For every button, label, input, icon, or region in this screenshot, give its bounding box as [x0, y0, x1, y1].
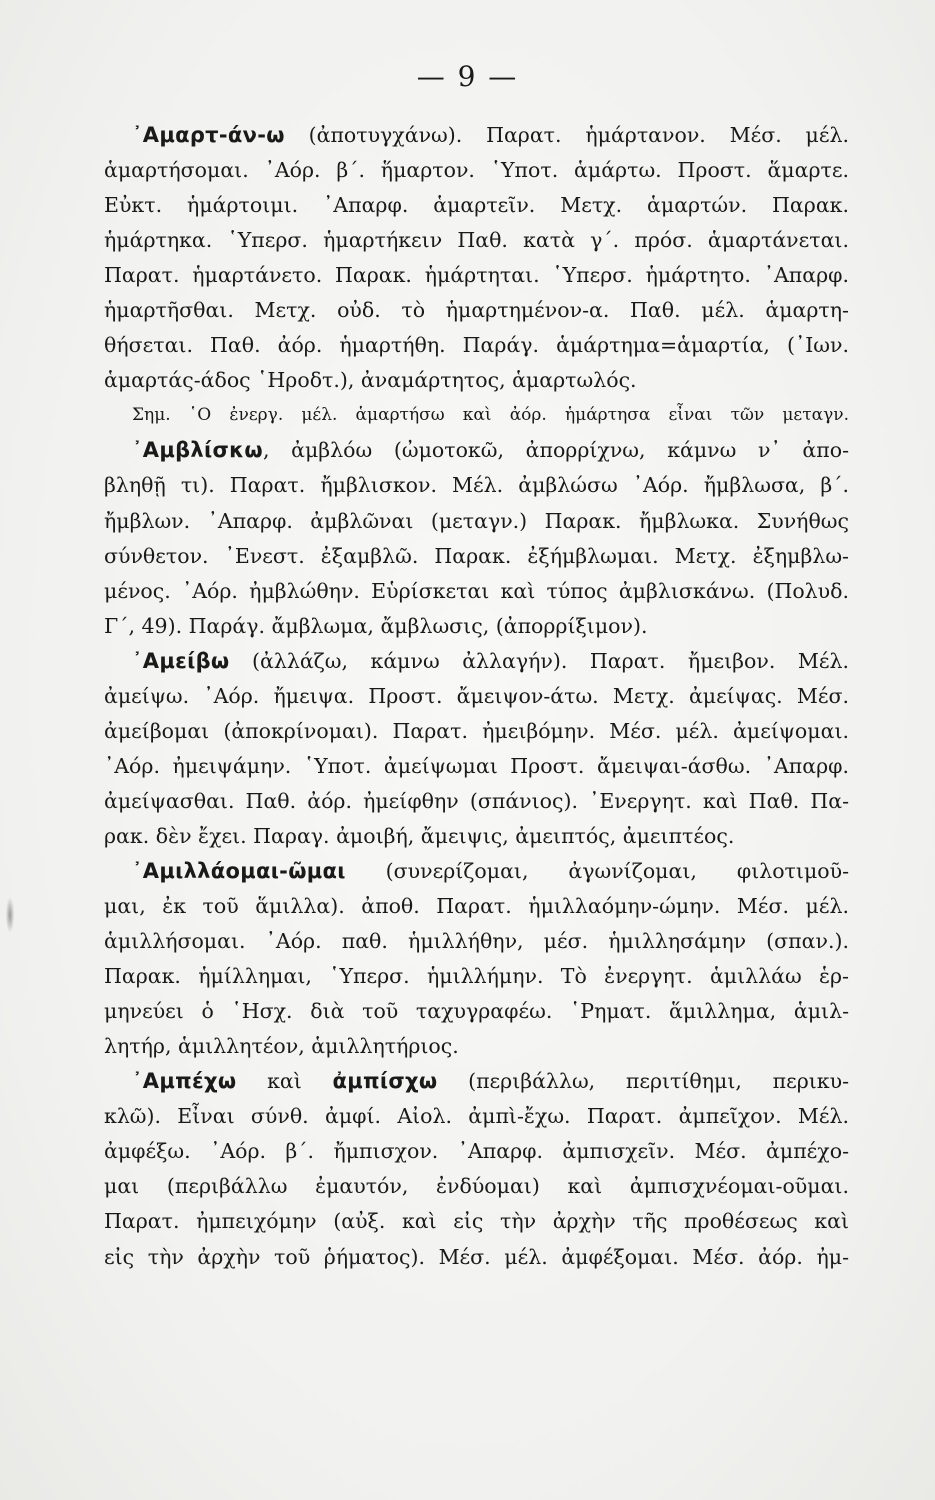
page-number: — 9 —	[416, 60, 519, 93]
lexicon-entry	[104, 433, 849, 643]
text-line: ᾿Αμιλλάομαι-ῶμαι (συνερίζομαι, ἀγωνίζομαι, φιλοτιμοῦ-	[132, 858, 849, 883]
text-line: ἀμφέξω. ᾿Αόρ. β΄. ἤμπισχον. ᾿Απαρφ. ἀμπισχεῖν. Μέσ. ἀμπέχο-	[104, 1139, 849, 1164]
text-line: ᾿Αόρ. ἠμειψάμην. ῾Υποτ. ἀμείψωμαι Προστ. ἄμειψαι-άσθω. ᾿Απαρφ.	[104, 753, 849, 778]
text-line: ἡμαρτῆσθαι. Μετχ. οὐδ. τὸ ἡμαρτημένον-α. Παθ. μέλ. ἁμαρτη-	[104, 298, 849, 323]
entry-lemma: ᾿Αμπέχω	[132, 1069, 237, 1094]
text-line: ἁμαρτήσομαι. ᾿Αόρ. β΄. ἥμαρτον. ῾Υποτ. ἁμάρτω. Προστ. ἅμαρτε.	[104, 158, 849, 183]
text-line: ἤμβλων. ᾿Απαρφ. ἀμβλῶναι (μεταγν.) Παρακ. ἤμβλωκα. Συνήθως	[104, 508, 849, 533]
entry-lemma: ᾿Αμιλλάομαι-ῶμαι	[132, 858, 346, 883]
text-line: ᾿Αμπέχω καὶ ἀμπίσχω (περιβάλλω, περιτίθημι, περικυ-	[132, 1069, 849, 1094]
text-line: ἀμείψασθαι. Παθ. ἀόρ. ἠμείφθην (σπάνιος). ᾿Ενεργητ. καὶ Παθ. Πα-	[104, 788, 849, 813]
entry-lemma-alt: ἀμπίσχω	[332, 1069, 438, 1094]
text-line: βληθῇ τι). Παρατ. ἤμβλισκον. Μέλ. ἀμβλώσω ᾿Αόρ. ἤμβλωσα, β΄.	[104, 473, 849, 498]
lexicon-text	[104, 118, 849, 1275]
entry-note: Σημ. ῾Ο ἐνεργ. μέλ. ἁμαρτήσω καὶ ἀόρ. ἡμάρτησα εἶναι τῶν μεταγν.	[132, 405, 849, 426]
text-line: σύνθετον. ᾿Ενεστ. ἐξαμβλῶ. Παρακ. ἐξήμβλωμαι. Μετχ. ἐξημβλω-	[104, 543, 849, 568]
lexicon-entry	[104, 644, 849, 854]
lexicon-entry	[104, 854, 849, 1064]
entry-lemma: ᾿Αμείβω	[132, 648, 230, 673]
margin-stain	[6, 898, 14, 932]
text-line: ἀμείψω. ᾿Αόρ. ἤμειψα. Προστ. ἄμειψον-άτω. Μετχ. ἀμείψας. Μέσ.	[104, 683, 849, 708]
text-line: Παρατ. ἠμπειχόμην (αὐξ. καὶ εἰς τὴν ἀρχὴν τῆς προθέσεως καὶ	[104, 1209, 849, 1234]
text-line: ᾿Αμαρτ-άν-ω (ἀποτυγχάνω). Παρατ. ἡμάρτανον. Μέσ. μέλ.	[132, 123, 849, 147]
entry-lemma: ᾿Αμαρτ-άν-ω	[132, 123, 285, 147]
text-line: ρακ. δὲν ἔχει. Παραγ. ἀμοιβή, ἄμειψις, ἀμειπτός, ἀμειπτέος.	[104, 823, 735, 848]
text-line: Παρακ. ἡμίλλημαι, ῾Υπερσ. ἡμιλλήμην. Τὸ ἐνεργητ. ἁμιλλάω ἑρ-	[104, 964, 849, 989]
text-line: Γ΄, 49). Παράγ. ἄμβλωμα, ἄμβλωσις, (ἀπορρίξιμον).	[104, 613, 648, 638]
lexicon-entry	[104, 118, 849, 433]
text-line: λητήρ, ἁμιλλητέον, ἁμιλλητήριος.	[104, 1034, 459, 1059]
text-line: μαι (περιβάλλω ἐμαυτόν, ἐνδύομαι) καὶ ἀμπισχνέομαι-οῦμαι.	[104, 1174, 849, 1199]
text-line: Παρατ. ἡμαρτάνετο. Παρακ. ἡμάρτηται. ῾Υπερσ. ἡμάρτητο. ᾿Απαρφ.	[104, 263, 849, 288]
text-line: μαι, ἐκ τοῦ ἅμιλλα). ἀποθ. Παρατ. ἡμιλλαόμην-ώμην. Μέσ. μέλ.	[104, 894, 849, 919]
text-line: ἡμάρτηκα. ῾Υπερσ. ἡμαρτήκειν Παθ. κατὰ γ΄. πρόσ. ἁμαρτάνεται.	[104, 228, 849, 253]
text-line: Εὐκτ. ἡμάρτοιμι. ᾿Απαρφ. ἁμαρτεῖν. Μετχ. ἁμαρτών. Παρακ.	[104, 193, 849, 218]
text-line: ᾿Αμβλίσκω, ἀμβλόω (ὠμοτοκῶ, ἀπορρίχνω, κάμνω ν᾿ ἀπο-	[132, 438, 849, 463]
text-line: εἰς τὴν ἀρχὴν τοῦ ῥήματος). Μέσ. μέλ. ἀμφέξομαι. Μέσ. ἀόρ. ἠμ-	[104, 1244, 849, 1269]
lexicon-entry	[104, 1064, 849, 1274]
text-line: ἀμείβομαι (ἀποκρίνομαι). Παρατ. ἠμειβόμην. Μέσ. μέλ. ἀμείψομαι.	[104, 718, 849, 743]
text-line: κλῶ). Εἶναι σύνθ. ἀμφί. Αἰολ. ἀμπὶ-ἔχω. Παρατ. ἀμπεῖχον. Μέλ.	[104, 1104, 849, 1129]
text-line: θήσεται. Παθ. ἀόρ. ἡμαρτήθη. Παράγ. ἁμάρτημα=ἁμαρτία, (᾿Ιων.	[104, 333, 849, 358]
entry-lemma: ᾿Αμβλίσκω	[132, 438, 263, 463]
text-line: μένος. ᾿Αόρ. ἠμβλώθην. Εὑρίσκεται καὶ τύπος ἀμβλισκάνω. (Πολυδ.	[104, 578, 849, 603]
text-line: ἁμαρτάς-άδος ῾Ηροδτ.), ἀναμάρτητος, ἁμαρτωλός.	[104, 368, 637, 393]
text-line: μηνεύει ὁ ῾Ησχ. διὰ τοῦ ταχυγραφέω. ῾Ρηματ. ἅμιλλημα, ἁμιλ-	[104, 999, 849, 1024]
text-line: ἁμιλλήσομαι. ᾿Αόρ. παθ. ἡμιλλήθην, μέσ. ἡμιλλησάμην (σπαν.).	[104, 929, 849, 954]
text-line: ᾿Αμείβω (ἀλλάζω, κάμνω ἀλλαγήν). Παρατ. ἤμειβον. Μέλ.	[132, 648, 849, 673]
